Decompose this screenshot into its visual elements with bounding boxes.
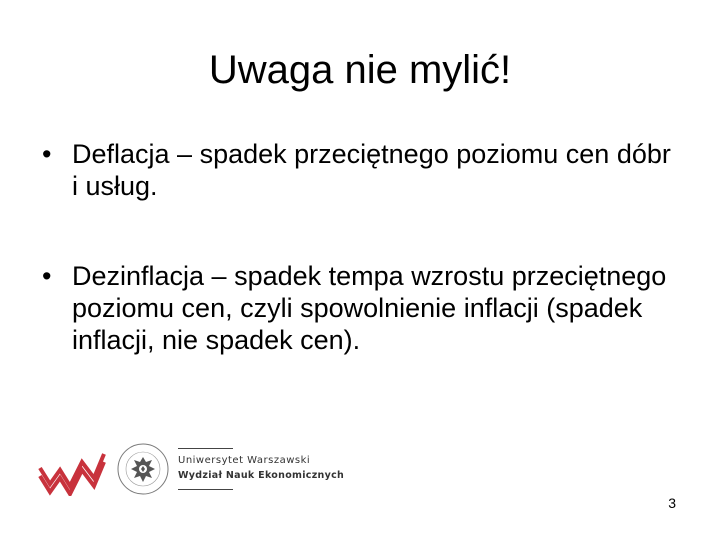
bullet-marker: •	[42, 139, 52, 169]
footer-logos	[38, 440, 368, 500]
slide-title: Uwaga nie mylić!	[208, 48, 512, 92]
page-number: 3	[668, 495, 676, 511]
bullet-text: Deflacja – spadek przeciętnego poziomu cen dóbr i usług.	[72, 139, 671, 201]
bullet-item-deflation	[40, 138, 680, 202]
university-name: Uniwersytet Warszawski	[178, 455, 311, 466]
faculty-wave-logo-icon	[38, 448, 106, 496]
wordmark-rule-bottom	[178, 489, 233, 490]
bullet-marker: •	[42, 261, 52, 291]
bullet-text: Dezinflacja – spadek tempa wzrostu przeciętnego poziomu cen, czyli spowolnienie inflacji (spadek inflacji, nie spadek cen).	[72, 261, 667, 355]
bullet-item-disinflation	[40, 260, 680, 356]
university-wordmark	[178, 448, 368, 492]
wordmark-rule-top	[178, 448, 233, 449]
university-seal-icon	[116, 440, 170, 498]
bullet-list	[40, 138, 680, 356]
faculty-name: Wydział Nauk Ekonomicznych	[178, 470, 345, 481]
